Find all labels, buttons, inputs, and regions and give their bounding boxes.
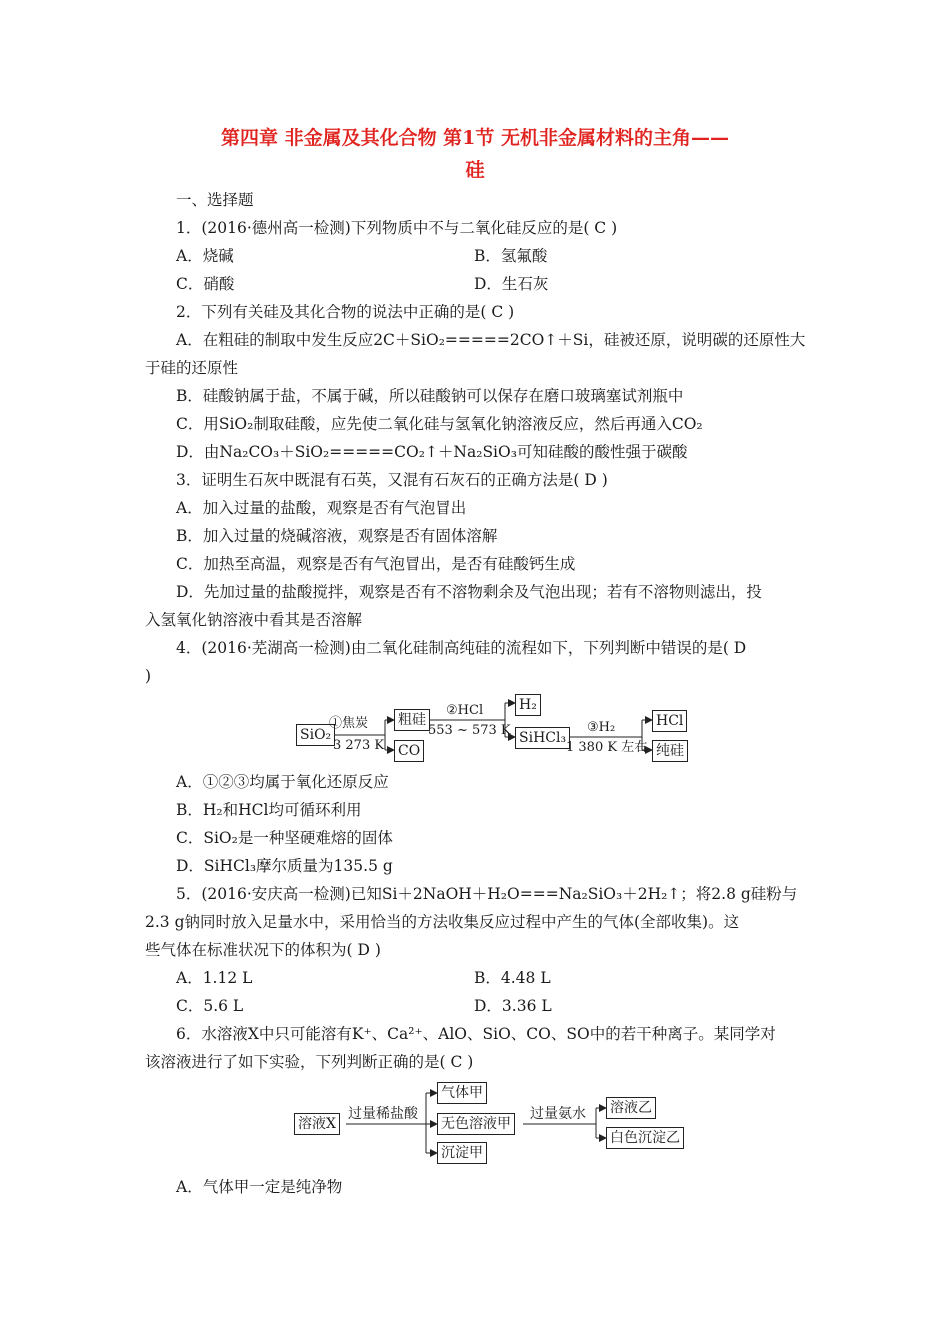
q5-stem-cont2: 些气体在标准状况下的体积为( D ): [145, 941, 381, 959]
pure-silicon-box: 纯硅: [652, 740, 688, 762]
q3-option-d: D．先加过量的盐酸搅拌，观察是否有不溶物剩余及气泡出现；若有不溶物则滤出，投: [176, 583, 762, 601]
q2-option-a-cont: 于硅的还原性: [145, 359, 239, 377]
q4-option-d: D．SiHCl₃摩尔质量为135.5 g: [176, 857, 393, 875]
q6-stem: 6．水溶液X中只可能溶有K⁺、Ca²⁺、AlO、SiO、CO、SO中的若干种离子。某同学对: [176, 1025, 776, 1043]
step1-condition-label: 3 273 K: [333, 738, 385, 753]
q2-option-d: D．由Na₂CO₃＋SiO₂=====CO₂↑＋Na₂SiO₃可知硅酸的酸性强于碳酸: [176, 443, 688, 461]
q4-stem-cont: ): [145, 667, 152, 685]
q1-option-a: A．烧碱: [176, 247, 234, 265]
q6-option-a: A．气体甲一定是纯净物: [176, 1178, 343, 1196]
q4-option-c: C．SiO₂是一种坚硬难熔的固体: [176, 829, 393, 847]
q3-option-c: C．加热至高温，观察是否有气泡冒出，是否有硅酸钙生成: [176, 555, 576, 573]
precipitate-a-box: 沉淀甲: [437, 1142, 487, 1164]
step3-reagent-label: ③H₂: [587, 720, 616, 735]
page-title-line1: 第四章 非金属及其化合物 第1节 无机非金属材料的主角——: [220, 127, 730, 149]
q4-option-b: B．H₂和HCl均可循环利用: [176, 801, 362, 819]
gas-a-box: 气体甲: [437, 1082, 487, 1104]
q3-stem: 3．证明生石灰中既混有石英，又混有石灰石的正确方法是( D ): [176, 471, 608, 489]
q5-stem: 5．(2016·安庆高一检测)已知Si＋2NaOH＋H₂O===Na₂SiO₃＋2H₂↑；将2.8 g硅粉与: [176, 885, 798, 903]
q2-option-b: B．硅酸钠属于盐，不属于碱，所以硅酸钠可以保存在磨口玻璃塞试剂瓶中: [176, 387, 684, 405]
q3-option-d-cont: 入氢氧化钠溶液中看其是否溶解: [145, 611, 363, 629]
h2-box: H₂: [515, 694, 541, 716]
co-box: CO: [394, 740, 424, 762]
q3-option-b: B．加入过量的烧碱溶液，观察是否有固体溶解: [176, 527, 498, 545]
white-precipitate-b-box: 白色沉淀乙: [606, 1127, 684, 1149]
reagent1-label: 过量稀盐酸: [348, 1106, 418, 1122]
solution-b-box: 溶液乙: [606, 1097, 656, 1119]
q1-option-d: D．生石灰: [474, 275, 549, 293]
crude-silicon-box: 粗硅: [394, 709, 430, 731]
step2-condition-label: 553 ~ 573 K: [428, 723, 511, 738]
q1-stem: 1．(2016·德州高一检测)下列物质中不与二氧化硅反应的是( C ): [176, 219, 618, 237]
colorless-solution-a-box: 无色溶液甲: [437, 1113, 515, 1135]
hcl-box: HCl: [652, 710, 687, 732]
q5-option-a: A．1.12 L: [176, 969, 253, 987]
q2-option-c: C．用SiO₂制取硅酸，应先使二氧化硅与氢氧化钠溶液反应，然后再通入CO₂: [176, 415, 703, 433]
sihcl3-box: SiHCl₃: [515, 727, 570, 749]
page-title-line2: 硅: [465, 159, 485, 181]
q4-option-a: A．①②③均属于氧化还原反应: [176, 773, 389, 791]
solution-x-box: 溶液X: [294, 1113, 340, 1135]
q2-stem: 2．下列有关硅及其化合物的说法中正确的是( C ): [176, 303, 515, 321]
q4-stem: 4．(2016·芜湖高一检测)由二氧化硅制高纯硅的流程如下，下列判断中错误的是( D: [176, 639, 747, 657]
q5-stem-cont1: 2.3 g钠同时放入足量水中，采用恰当的方法收集反应过程中产生的气体(全部收集)。这: [145, 913, 740, 931]
q5-option-b: B．4.48 L: [474, 969, 551, 987]
q3-option-a: A．加入过量的盐酸，观察是否有气泡冒出: [176, 499, 467, 517]
q1-option-c: C．硝酸: [176, 275, 235, 293]
q6-stem-cont: 该溶液进行了如下实验，下列判断正确的是( C ): [145, 1053, 474, 1071]
step3-condition-label: 1 380 K 左右: [566, 740, 648, 755]
q5-option-c: C．5.6 L: [176, 997, 244, 1015]
q2-option-a: A．在粗硅的制取中发生反应2C＋SiO₂=====2CO↑＋Si，硅被还原，说明碳的还原性大: [176, 331, 806, 349]
q5-option-d: D．3.36 L: [474, 997, 552, 1015]
reagent2-label: 过量氨水: [530, 1106, 586, 1122]
sio2-box: SiO₂: [296, 724, 335, 746]
step1-reagent-label: ①焦炭: [329, 716, 369, 731]
q1-option-b: B．氢氟酸: [474, 247, 548, 265]
section-heading: 一、选择题: [176, 191, 254, 209]
step2-reagent-label: ②HCl: [446, 703, 484, 718]
